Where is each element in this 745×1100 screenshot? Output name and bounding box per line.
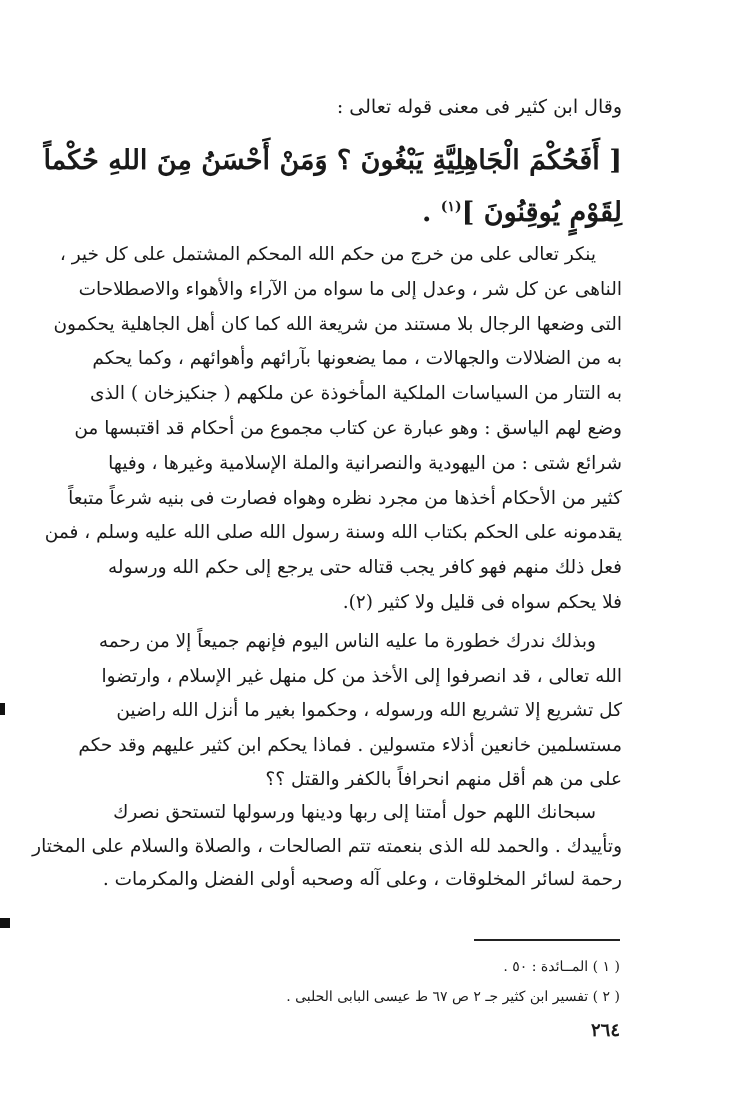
footnote-2: ( ٢ ) تفسير ابن كثير جـ ٢ ص ٦٧ ط عيسى البابى الحلبى . [286,989,620,1005]
paragraph-line: الله تعالى ، قد انصرفوا إلى الأخذ من كل منهل غير الإسلام ، وارتضوا [101,665,622,687]
verse-line-2 [100,184,622,236]
paragraph-line: شرائع شتى : من اليهودية والنصرانية والملة الإسلامية وغيرها ، وفيها [108,452,622,474]
scan-edge-mark [0,703,5,715]
scan-edge-mark [0,918,10,928]
paragraph-line: يقدمونه على الحكم بكتاب الله وسنة رسول الله صلى الله عليه وسلم ، فمن [44,522,622,544]
paragraph-line: الناهى عن كل شر ، وعدل إلى ما سواه من الآراء والأهواء والاصطلاحات [78,278,622,300]
intro-text: وقال ابن كثير فى معنى قوله تعالى : [336,96,622,118]
paragraph-line: كل تشريع إلا تشريع الله ورسوله ، وحكموا بغير ما أنزل الله راضين [116,700,622,721]
verse-line-1: [ أَفَحُكْمَ الْجَاهِلِيَّةِ يَبْغُونَ ؟ وَمَنْ أَحْسَنُ مِنَ اللهِ حُكْماً [43,145,622,176]
paragraph-line: رحمة لسائر المخلوقات ، وعلى آله وصحبه أولى الفضل والمكرمات . [102,869,622,890]
paragraph-line: ينكر تعالى على من خرج من حكم الله المحكم المشتمل على كل خير ، [59,244,596,265]
paragraph-line: وبذلك ندرك خطورة ما عليه الناس اليوم فإنهم جميعاً إلا من رحمه [98,631,596,652]
paragraph-line: التى وضعها الرجال بلا مستند من شريعة الله كما كان أهل الجاهلية يحكمون [53,313,622,335]
paragraph-line: به من الضلالات والجهالات ، مما يضعونها بآرائهم وأهوائهم ، وكما يحكم [92,348,622,370]
paragraph-closing [32,796,622,897]
paragraph-line: وتأييدك . والحمد لله الذى بنعمته تتم الصالحات ، والصلاة والسلام على المختار [32,835,622,857]
paragraph-line: به التتار من السياسات الملكية المأخوذة عن ملكهم ( جنكيزخان ) الذى [90,383,622,405]
page-number: ٢٦٤ [590,1020,620,1041]
verse-line-2-text: لِقَوْمٍ يُوقِنُونَ ] [461,197,622,228]
paragraph-tafsir [44,238,622,621]
paragraph-line: سبحانك اللهم حول أمتنا إلى ربها ودينها ورسولها لتستحق نصرك [113,802,596,823]
paragraph-line: مستسلمين خانعين أذلاء متسولين . فماذا يحكم ابن كثير عليهم وقد حكم [78,734,622,756]
intro-line [100,92,622,122]
verse-line-2-end: . [421,197,441,228]
paragraph-line: وضع لهم الياسق : وهو عبارة عن كتاب مجموع من أحكام قد اقتبسها من [74,417,622,439]
paragraph-line: فعل ذلك منهم فهو كافر يجب قتاله حتى يرجع إلى حكم الله ورسوله [108,557,622,579]
footnote-divider [474,939,620,941]
paragraph-line: كثير من الأحكام أخذها من مجرد نظره وهواه فصارت فى بنيه شرعاً متبعاً [68,487,622,509]
paragraph-line: فلا يحكم سواه فى قليل ولا كثير (٢). [342,591,622,613]
paragraph-line: على من هم أقل منهم انحرافاً بالكفر والقتل ؟؟ [265,769,622,790]
footnote-ref-1: (١) [440,199,462,215]
footnote-1: ( ١ ) المــائدة : ٥٠ . [503,959,620,975]
paragraph-commentary [78,625,622,798]
quran-verse [43,138,622,236]
